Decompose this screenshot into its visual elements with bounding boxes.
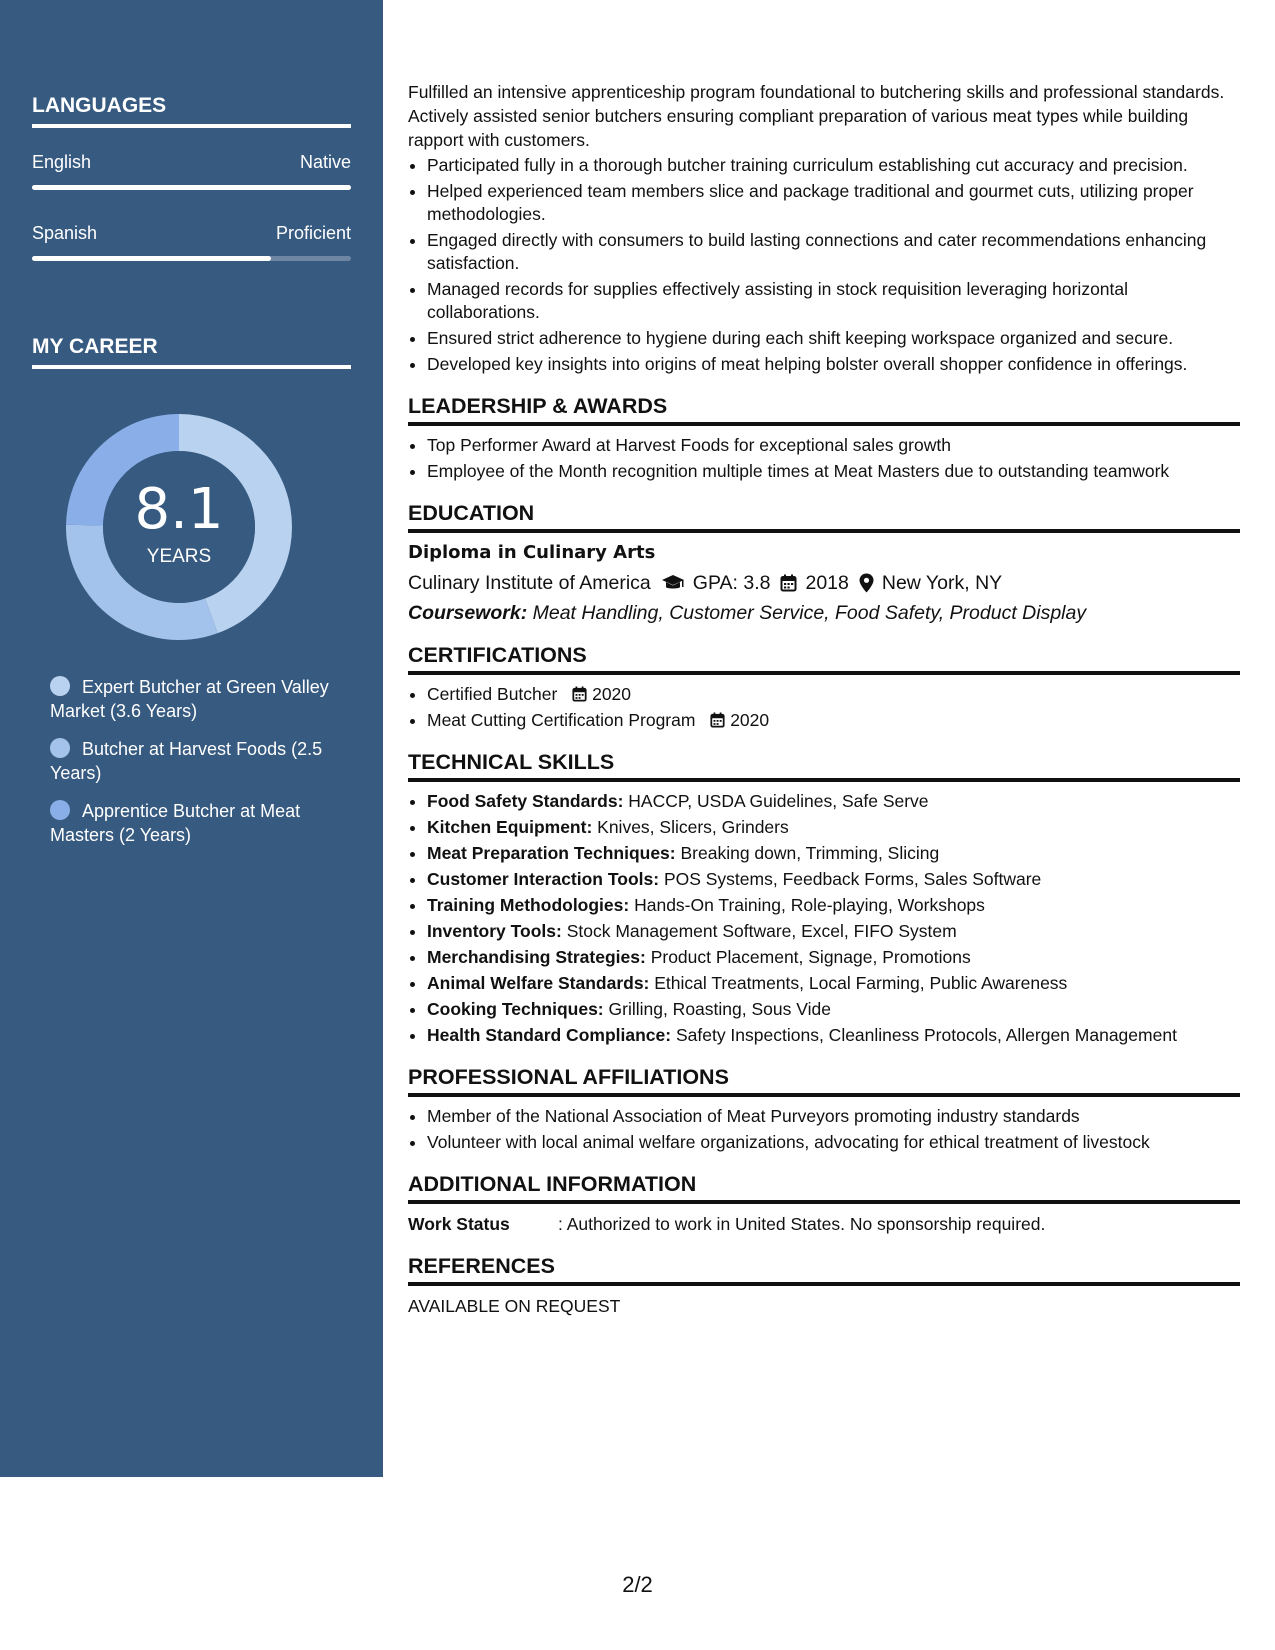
career-total-years: 8.1 [134, 477, 224, 542]
certifications-heading: CERTIFICATIONS [408, 643, 1240, 675]
education-details [408, 571, 1240, 595]
skill-value: Knives, Slicers, Grinders [597, 817, 789, 837]
affiliations-section [408, 1065, 1240, 1154]
graduation-cap-icon [661, 574, 685, 592]
education-location: New York, NY [881, 572, 1003, 594]
career-legend-item [50, 675, 340, 723]
skills-heading: TECHNICAL SKILLS [408, 750, 1240, 782]
references-text: AVAILABLE ON REQUEST [408, 1296, 621, 1316]
skill-label: Health Standard Compliance: [427, 1025, 672, 1045]
affiliation-item: • Member of the National Association of Meat Purveyors promoting industry standards [427, 1105, 1240, 1128]
certification-name: Certified Butcher [427, 684, 558, 704]
legend-dot-icon [50, 738, 70, 758]
additional-heading: ADDITIONAL INFORMATION [408, 1172, 1240, 1204]
career-donut-chart [66, 414, 292, 640]
sidebar [0, 0, 383, 1477]
work-status-value: : Authorized to work in United States. No sponsorship required. [558, 1214, 1046, 1234]
skill-value: Ethical Treatments, Local Farming, Public Awareness [654, 973, 1068, 993]
skill-item [427, 972, 1240, 995]
certification-item [427, 709, 1240, 732]
experience-bullet: • Developed key insights into origins of meat helping bolster overall shopper confidence in offerings. [427, 353, 1240, 376]
skill-label: Kitchen Equipment: [427, 817, 593, 837]
language-bar [32, 256, 351, 261]
experience-bullet: • Participated fully in a thorough butcher training curriculum establishing cut accuracy and precision. [427, 154, 1240, 177]
skill-item [427, 946, 1240, 969]
work-status-label: Work Status [408, 1214, 510, 1234]
career-legend-label: Apprentice Butcher at Meat Masters (2 Years) [50, 801, 301, 845]
languages-section [32, 94, 351, 261]
experience-bullet: • Helped experienced team members slice and package traditional and gourmet cuts, utilizing proper methodologies. [427, 180, 1240, 226]
certification-item [427, 683, 1240, 706]
award-item: • Employee of the Month recognition multiple times at Meat Masters due to outstanding teamwork [427, 460, 1240, 483]
language-bar [32, 185, 351, 190]
page-number: 2/2 [622, 1572, 653, 1597]
language-level: Proficient [275, 223, 351, 243]
career-years-unit: YEARS [146, 546, 212, 567]
experience-bullet: • Managed records for supplies effectively assisting in stock requisition leveraging horizontal collaborations. [427, 278, 1240, 324]
language-level: Native [299, 152, 351, 172]
references-heading: REFERENCES [408, 1254, 1240, 1286]
skills-section [408, 750, 1240, 1047]
affiliations-list [408, 1105, 1240, 1154]
skill-label: Food Safety Standards: [427, 791, 624, 811]
skill-item [427, 816, 1240, 839]
skill-value: HACCP, USDA Guidelines, Safe Serve [628, 791, 929, 811]
education-school: Culinary Institute of America [408, 572, 651, 594]
skill-item [427, 1024, 1240, 1047]
legend-dot-icon [50, 800, 70, 820]
languages-heading: LANGUAGES [32, 94, 351, 128]
skill-label: Meat Preparation Techniques: [427, 843, 676, 863]
certification-year: 2020 [730, 710, 770, 730]
language-bar-fill [32, 256, 271, 261]
experience-section [408, 80, 1240, 376]
skill-label: Cooking Techniques: [427, 999, 604, 1019]
experience-bullet: • Ensured strict adherence to hygiene during each shift keeping workspace organized and secure. [427, 327, 1240, 350]
language-name: English [32, 152, 92, 172]
coursework-value: Meat Handling, Customer Service, Food Safety, Product Display [532, 602, 1087, 624]
experience-summary: Fulfilled an intensive apprenticeship program foundational to butchering skills and professional standards. Actively assisted senior butchers ensuring compliant preparation of various meat types while building rapport with customers. [408, 82, 1225, 150]
skill-label: Animal Welfare Standards: [427, 973, 650, 993]
references-section [408, 1254, 1240, 1318]
skill-label: Inventory Tools: [427, 921, 562, 941]
legend-dot-icon [50, 676, 70, 696]
certifications-list [408, 683, 1240, 732]
language-english [32, 152, 351, 190]
certification-year: 2020 [592, 684, 632, 704]
career-legend-item [50, 737, 340, 785]
education-heading: EDUCATION [408, 501, 1240, 533]
career-legend-label: Expert Butcher at Green Valley Market (3.6 Years) [50, 677, 329, 721]
main-content [408, 80, 1240, 1318]
calendar-icon [710, 712, 725, 728]
skill-label: Training Methodologies: [427, 895, 630, 915]
career-heading: MY CAREER [32, 335, 351, 369]
skill-item [427, 790, 1240, 813]
skill-value: Safety Inspections, Cleanliness Protocols, Allergen Management [675, 1025, 1177, 1045]
skill-item [427, 920, 1240, 943]
skill-value: POS Systems, Feedback Forms, Sales Software [663, 869, 1042, 889]
language-bar-fill [32, 185, 351, 190]
skill-value: Hands-On Training, Role-playing, Workshops [634, 895, 985, 915]
education-gpa: GPA: 3.8 [692, 572, 771, 594]
skill-label: Merchandising Strategies: [427, 947, 646, 967]
certifications-section [408, 643, 1240, 732]
career-legend-item [50, 799, 340, 847]
language-name: Spanish [32, 223, 98, 243]
skill-value: Breaking down, Trimming, Slicing [680, 843, 940, 863]
skill-item [427, 842, 1240, 865]
skill-value: Stock Management Software, Excel, FIFO System [566, 921, 957, 941]
work-status-row [408, 1212, 1240, 1236]
donut-center [66, 414, 292, 640]
education-year: 2018 [805, 572, 849, 594]
location-pin-icon [859, 573, 874, 593]
skill-item [427, 894, 1240, 917]
career-legend-label: Butcher at Harvest Foods (2.5 Years) [50, 739, 323, 783]
skill-item [427, 868, 1240, 891]
skills-list [408, 790, 1240, 1047]
leadership-list [408, 434, 1240, 483]
skill-value: Product Placement, Signage, Promotions [650, 947, 971, 967]
affiliation-item: • Volunteer with local animal welfare organizations, advocating for ethical treatment of livestock [427, 1131, 1240, 1154]
calendar-icon [572, 686, 587, 702]
leadership-section [408, 394, 1240, 483]
affiliations-heading: PROFESSIONAL AFFILIATIONS [408, 1065, 1240, 1097]
award-item: • Top Performer Award at Harvest Foods for exceptional sales growth [427, 434, 1240, 457]
experience-bullet: • Engaged directly with consumers to build lasting connections and cater recommendations enhancing satisfaction. [427, 229, 1240, 275]
skill-item [427, 998, 1240, 1021]
career-legend [50, 675, 340, 861]
additional-section [408, 1172, 1240, 1236]
certification-name: Meat Cutting Certification Program [427, 710, 696, 730]
experience-bullets [408, 154, 1240, 376]
education-coursework [408, 601, 1240, 625]
skill-value: Grilling, Roasting, Sous Vide [608, 999, 831, 1019]
language-spanish [32, 223, 351, 261]
coursework-label: Coursework: [408, 602, 528, 624]
leadership-heading: LEADERSHIP & AWARDS [408, 394, 1240, 426]
education-degree: Diploma in Culinary Arts [408, 542, 656, 563]
education-section [408, 501, 1240, 625]
career-section [32, 335, 351, 369]
skill-label: Customer Interaction Tools: [427, 869, 660, 889]
calendar-icon [780, 574, 797, 592]
